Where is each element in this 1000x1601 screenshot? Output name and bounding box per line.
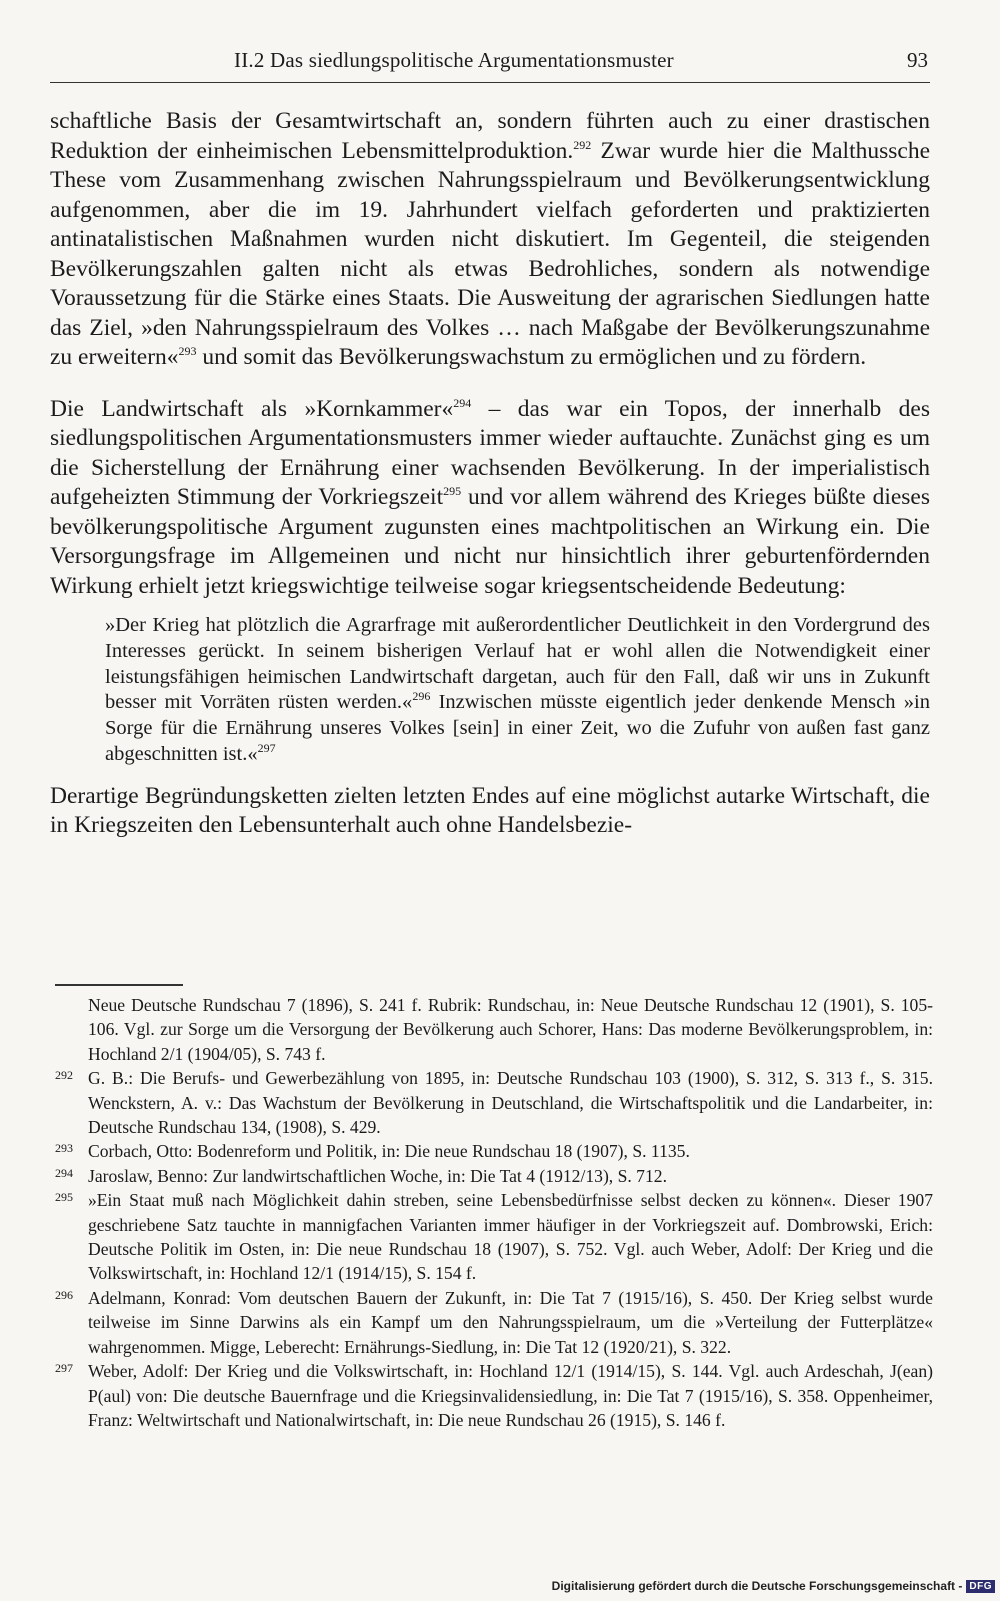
footnote-number: 294 — [55, 1165, 73, 1180]
footnote-ref: 295 — [443, 484, 462, 499]
footnote-ref: 293 — [178, 344, 197, 359]
footnotes — [55, 993, 933, 1432]
running-header — [50, 46, 930, 83]
main-text — [50, 107, 930, 841]
footnote-295 — [55, 1188, 933, 1286]
footnote-number: 293 — [55, 1141, 73, 1156]
text-run: »Der Krieg hat plötzlich die Agrarfrage mit außerordentlicher Deutlichkeit in den Vordergrund des Interesses gerückt. In seinem bisherigen Verlauf hat er wohl allen die Notwendigkeit einer leistungsfähigen heimischen Landwirtschaft dargetan, auch für den Fall, daß wir uns in Zukunft besser mit Vorräten rüsten werden.« — [105, 614, 930, 714]
footnote-ref: 297 — [257, 741, 276, 756]
footnote-text: G. B.: Die Berufs- und Gewerbezählung von 1895, in: Deutsche Rundschau 103 (1900), S. 312, S. 313 f., S. 315. Wenckstern, A. v.: Das Wachstum der Bevölkerung in Deutschland, die Wirtschaftspolitik und die Landarbeiter, in: Deutsche Rundschau 134, (1908), S. 429. — [88, 1068, 933, 1138]
footnote-text: »Ein Staat muß nach Möglichkeit dahin streben, seine Lebensbedürfnisse selbst decken zu können«. Dieser 1907 geschriebene Satz tauchte in mannigfachen Varianten immer häufiger in der Vorkriegszeit auf. Dombrowski, Erich: Deutsche Politik im Osten, in: Die neue Rundschau 18 (1907), S. 752. Vgl. auch Weber, Adolf: Der Krieg und die Volkswirtschaft, in: Hochland 12/1 (1914/15), S. 154 f. — [88, 1190, 933, 1284]
text-run: Die Landwirtschaft als »Kornkammer« — [50, 395, 454, 422]
footnote-text: Corbach, Otto: Bodenreform und Politik, in: Die neue Rundschau 18 (1907), S. 1135. — [88, 1141, 690, 1162]
block-quote — [105, 613, 930, 768]
footnote-ref: 294 — [453, 395, 472, 410]
footnote-ref: 296 — [412, 689, 431, 704]
text-run: und somit das Bevölkerungswachstum zu ermöglichen und zu fördern. — [196, 344, 867, 370]
text-run: schaftliche Basis der Gesamtwirtschaft an, sondern führten auch zu einer drastischen Reduktion der einheimischen Lebensmittelproduktion. — [50, 108, 930, 164]
footnote-continued — [55, 993, 933, 1066]
footer-text: Digitalisierung gefördert durch die Deutsche Forschungsgemeinschaft - — [551, 1579, 963, 1593]
footnote-text: Neue Deutsche Rundschau 7 (1896), S. 241 f. Rubrik: Rundschau, in: Neue Deutsche Rundschau 12 (1901), S. 105-106. Vgl. zur Sorge um die Versorgung der Bevölkerung auch Schorer, Hans: Das moderne Bevölkerungsproblem, in: Hochland 2/1 (1904/05), S. 743 f. — [88, 995, 933, 1064]
footnote-separator — [55, 984, 183, 986]
footnote-text: Weber, Adolf: Der Krieg und die Volkswirtschaft, in: Hochland 12/1 (1914/15), S. 144. Vgl. auch Ardeschah, J(ean) P(aul) von: Die deutsche Bauernfrage und die Kriegsinvalidensiedlung, in: Die Tat 7 (1915/16), S. 358. Oppenheimer, Franz: Weltwirtschaft und Nationalwirtschaft, in: Die neue Rundschau 26 (1915), S. 146 f. — [88, 1361, 933, 1430]
footnote-292 — [55, 1066, 933, 1139]
text-run: und vor allem während des Krieges büßte dieses bevölkerungspolitische Argument zugunsten eines machtpolitischen an Wirkung ein. Die Versorgungsfrage im Allgemeinen und nicht nur hinsichtlich ihrer geburtenfördernden Wirkung erhielt jetzt kriegswichtige teilweise sogar kriegsentscheidende Bedeutung: — [50, 484, 930, 599]
footnote-293 — [55, 1139, 933, 1163]
footnote-ref: 292 — [573, 137, 592, 152]
footnote-296 — [55, 1286, 933, 1359]
footnote-294 — [55, 1164, 933, 1188]
footnote-text: Adelmann, Konrad: Vom deutschen Bauern der Zukunft, in: Die Tat 7 (1915/16), S. 450. Der Krieg selbst wurde teilweise im Sinne Darwins als ein Kampf um den Nahrungsspielraum, um die »Verteilung der Futterplätze« wahrgenommen. Migge, Leberecht: Ernährungs-Siedlung, in: Die Tat 12 (1920/21), S. 322. — [88, 1287, 933, 1357]
page-number: 93 — [907, 48, 928, 72]
digitization-footer — [552, 1579, 995, 1593]
footnote-text: Jaroslaw, Benno: Zur landwirtschaftlichen Woche, in: Die Tat 4 (1912/13), S. 712. — [88, 1165, 667, 1186]
footnote-number: 295 — [55, 1190, 73, 1205]
footnote-number: 292 — [55, 1068, 73, 1083]
footnote-number: 296 — [55, 1287, 73, 1302]
paragraph-2 — [50, 395, 930, 602]
running-title: II.2 Das siedlungspolitische Argumentationsmuster — [234, 48, 674, 72]
paragraph-1 — [50, 107, 930, 373]
text-run: Inzwischen müsste eigentlich jeder denkende Mensch »in Sorge für die Ernährung unseres Volkes [sein] in einer Zeit, wo die Zufuhr von außen fast ganz abgeschnitten ist.« — [105, 691, 930, 765]
footnote-297 — [55, 1359, 933, 1432]
text-run: – das war ein Topos, der innerhalb des siedlungspolitischen Argumentationsmusters immer wieder auftauchte. Zunächst ging es um die Sicherstellung der Ernährung einer wachsenden Bevölkerung. In der imperialistisch aufgeheizten Stimmung der Vorkriegszeit — [50, 395, 931, 510]
dfg-logo: DFG — [966, 1580, 995, 1593]
paragraph-3: Derartige Begründungsketten zielten letzten Endes auf eine möglichst autarke Wirtschaft, die in Kriegszeiten den Lebensunterhalt auch ohne Handelsbezie- — [50, 782, 930, 839]
footnote-number: 297 — [55, 1361, 73, 1376]
text-run: Zwar wurde hier die Malthussche These vom Zusammenhang zwischen Nahrungsspielraum und Bevölkerungsentwicklung aufgenommen, aber die im 19. Jahrhundert vielfach geforderten und praktizierten antinatalistischen Maßnahmen wurden nicht diskutiert. Im Gegenteil, die steigenden Bevölkerungszahlen galten nicht als etwas Bedrohliches, sondern als notwendige Voraussetzung für die Stärke eines Staats. Die Ausweitung der agrarischen Siedlungen hatte das Ziel, »den Nahrungsspielraum des Volkes … nach Maßgabe der Bevölkerungszunahme zu erweitern« — [50, 137, 930, 370]
